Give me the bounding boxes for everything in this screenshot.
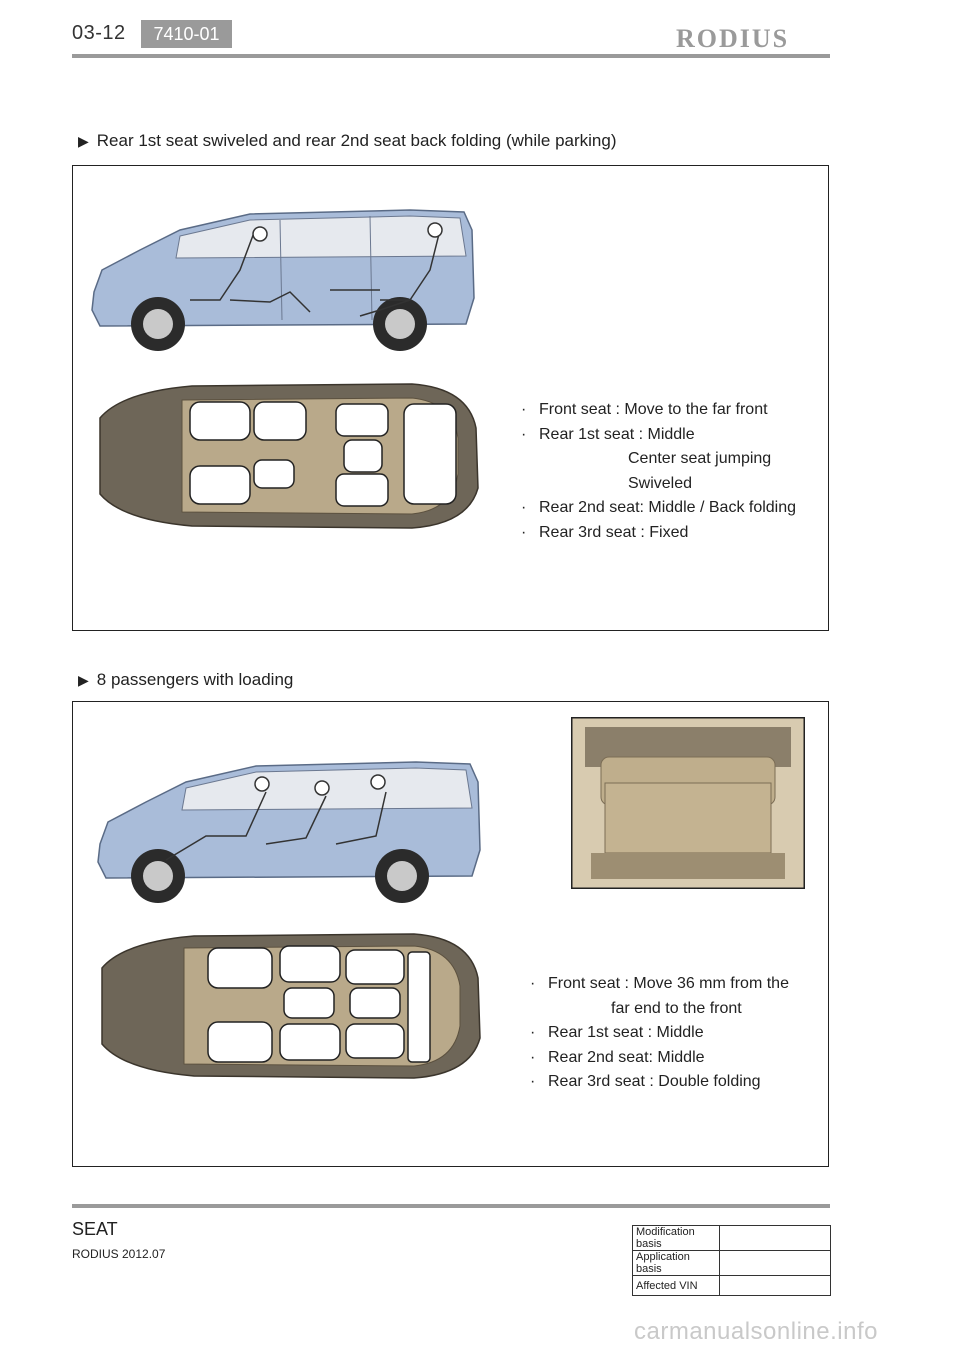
- modification-table: [632, 1225, 831, 1296]
- table-cell-value: [720, 1251, 831, 1276]
- list-item-text: Rear 2nd seat: Middle: [548, 1048, 705, 1066]
- list-item: · Front seat : Move 36 mm from the: [530, 972, 789, 997]
- brand-logo: RODIUS: [676, 24, 790, 53]
- list-item: · Rear 2nd seat: Middle: [530, 1046, 789, 1071]
- list-item-continuation: Swiveled: [628, 474, 693, 492]
- section-code-badge: 7410-01: [141, 20, 232, 48]
- triangle-bullet-icon: ▶: [78, 672, 89, 688]
- section-heading-1: [78, 131, 617, 151]
- car-side-view-illustration: [80, 200, 480, 360]
- table-cell-value: [720, 1226, 831, 1251]
- list-item-continuation: Center seat jumping: [628, 450, 772, 467]
- list-item-text: Rear 1st seat : Middle: [548, 1024, 704, 1041]
- list-item-text: Front seat : Move 36 mm from the: [548, 975, 789, 992]
- car-top-view-illustration: [84, 918, 484, 1093]
- list-item: · Rear 2nd seat: Middle / Back folding: [521, 496, 796, 521]
- list-item: · Rear 1st seat : Middle: [521, 423, 796, 448]
- list-item-text: Rear 3rd seat : Fixed: [539, 523, 689, 541]
- table-row: [633, 1276, 831, 1296]
- table-row: [633, 1251, 831, 1276]
- table-row: [633, 1226, 831, 1251]
- table-cell-value: [720, 1276, 831, 1296]
- footer-title: SEAT: [72, 1219, 118, 1239]
- list-item: · Rear 3rd seat : Fixed: [521, 521, 796, 546]
- list-item-text: Front seat : Move to the far front: [539, 401, 768, 418]
- list-item-text: Rear 3rd seat : Double folding: [548, 1073, 761, 1090]
- footer-rule: [72, 1204, 830, 1208]
- cargo-area-photo: [571, 717, 805, 889]
- table-cell-label: Application basis: [633, 1251, 720, 1276]
- list-item: · Front seat : Move to the far front: [521, 398, 796, 423]
- watermark: carmanualsonline.info: [634, 1318, 878, 1345]
- list-item-text: Rear 1st seat : Middle: [539, 425, 695, 443]
- header-rule: [72, 54, 830, 58]
- car-top-view-illustration: [82, 368, 482, 543]
- spec-list-1: [521, 398, 796, 545]
- list-item-continuation: far end to the front: [611, 999, 742, 1017]
- spec-list-2: [530, 972, 789, 1095]
- list-item-text: Rear 2nd seat: Middle / Back folding: [539, 499, 797, 516]
- table-cell-label: Affected VIN: [633, 1276, 720, 1296]
- car-side-view-illustration: [86, 752, 486, 912]
- list-item: · Rear 1st seat : Middle: [530, 1021, 789, 1046]
- list-item: · Rear 3rd seat : Double folding: [530, 1070, 789, 1095]
- section-heading-2: [78, 670, 293, 690]
- triangle-bullet-icon: ▶: [78, 133, 89, 149]
- page-number: 03-12: [72, 22, 126, 44]
- table-cell-label: Modification basis: [633, 1226, 720, 1251]
- section-heading-text: Rear 1st seat swiveled and rear 2nd seat back folding (while parking): [96, 131, 617, 150]
- section-heading-text: 8 passengers with loading: [96, 670, 294, 689]
- footer-subtitle: RODIUS 2012.07: [72, 1247, 166, 1261]
